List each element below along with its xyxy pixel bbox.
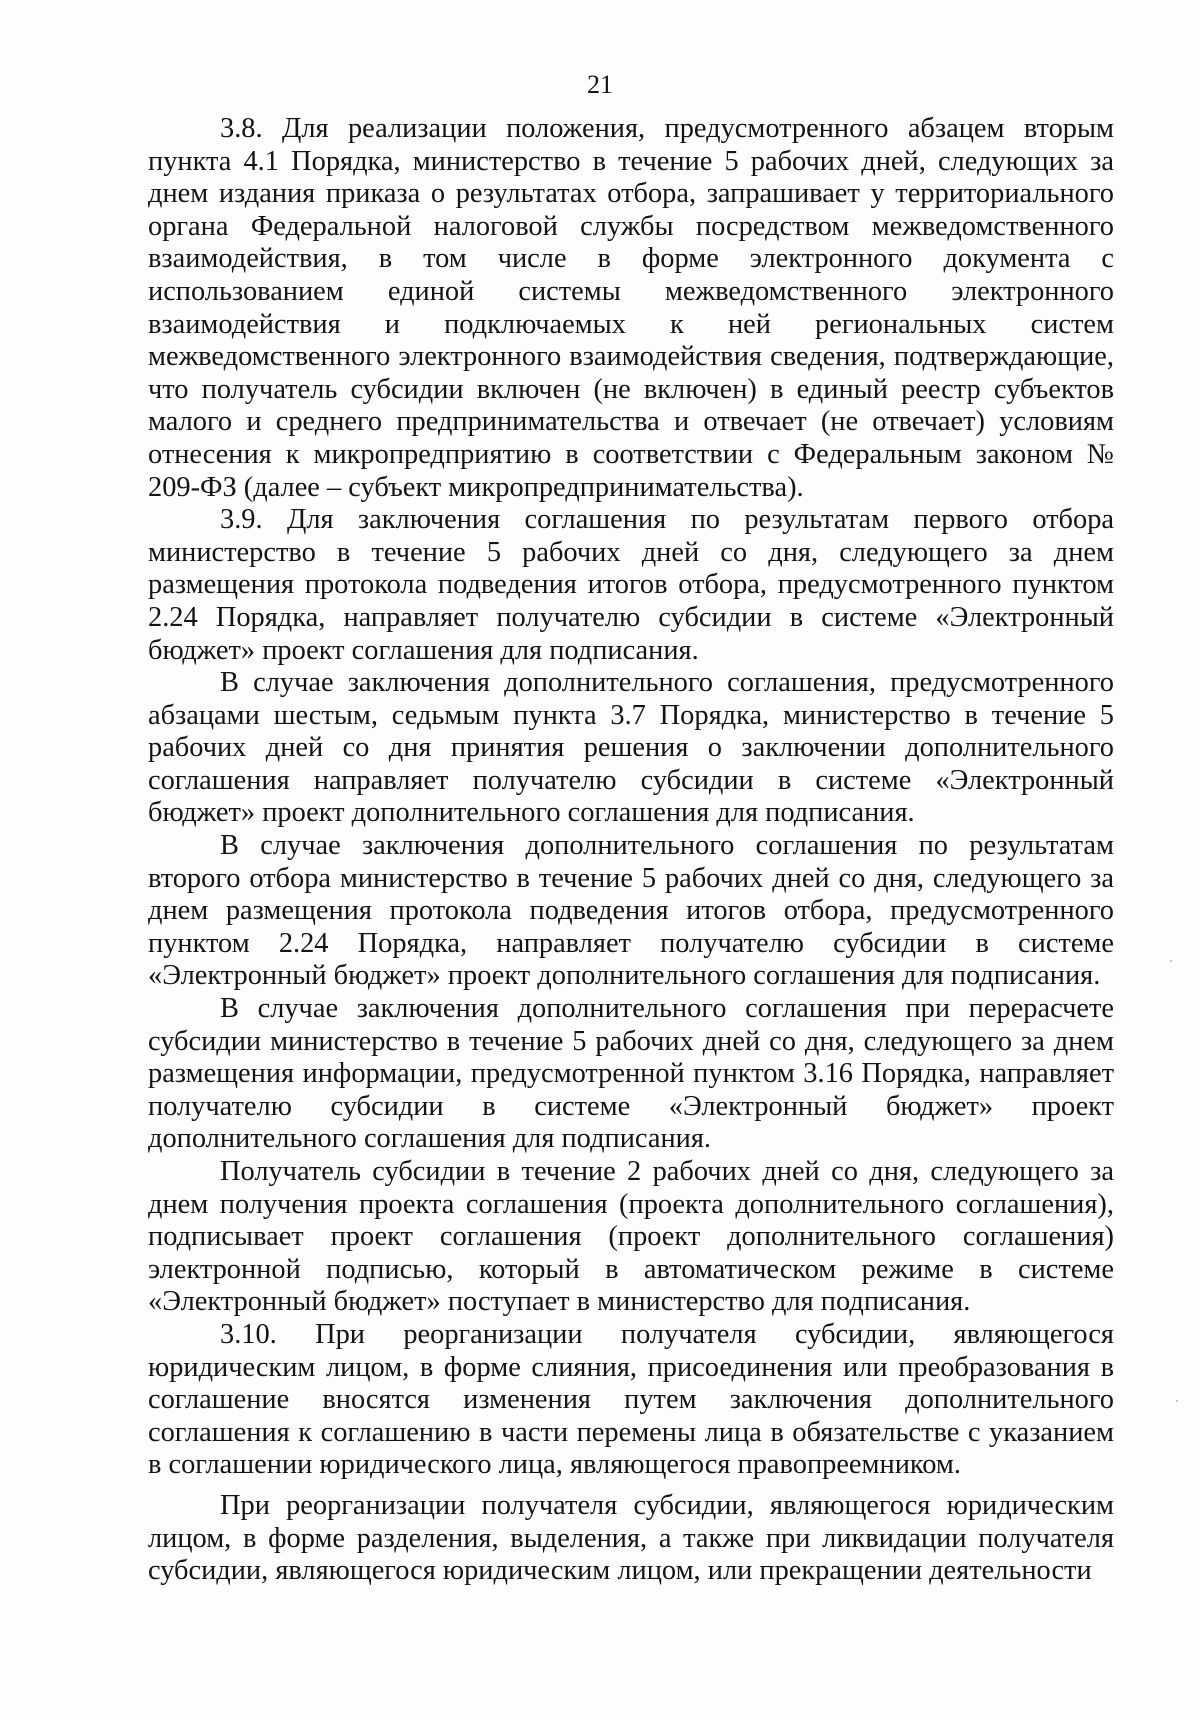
paragraph-recipient-signing: Получатель субсидии в течение 2 рабочих дней со дня, следующего за днем получения проекта соглашения (проекта дополнительного соглашения), подписывает проект соглашения (проект дополнительного соглашения) электронной подписью, который в автоматическом режиме в системе «Электронный бюджет» поступает в министерство для подписания. bbox=[148, 1156, 1114, 1318]
paragraph-additional-agreement-recalculation: В случае заключения дополнительного соглашения при перерасчете субсидии министерство в течение 5 рабочих дней со дня, следующего за днем размещения информации, предусмотренной пунктом 3.16 Порядка, направляет получателю субсидии в системе «Электронный бюджет» проект дополнительного соглашения для подписания. bbox=[148, 993, 1114, 1155]
paragraph-additional-agreement-second-selection: В случае заключения дополнительного соглашения по результатам второго отбора министерство в течение 5 рабочих дней со дня, следующего за днем размещения протокола подведения итогов отбора, предусмотренного пунктом 2.24 Порядка, направляет получателю субсидии в системе «Электронный бюджет» проект дополнительного соглашения для подписания. bbox=[148, 830, 1114, 992]
paragraph-additional-agreement-3-7: В случае заключения дополнительного соглашения, предусмотренного абзацами шестым, седьмым пункта 3.7 Порядка, министерство в течение 5 рабочих дней со дня принятия решения о заключении дополнительного соглашения направляет получателю субсидии в системе «Электронный бюджет» проект дополнительного соглашения для подписания. bbox=[148, 667, 1114, 829]
paragraph-reorganization-division: При реорганизации получателя субсидии, являющегося юридическим лицом, в форме разделения, выделения, а также при ликвидации получателя субсидии, являющегося юридическим лицом, или прекращении деятельности bbox=[148, 1489, 1114, 1587]
paragraph-3-9: 3.9. Для заключения соглашения по результатам первого отбора министерство в течение 5 рабочих дней со дня, следующего за днем размещения протокола подведения итогов отбора, предусмотренного пунктом 2.24 Порядка, направляет получателю субсидии в системе «Электронный бюджет» проект соглашения для подписания. bbox=[148, 504, 1114, 666]
scan-speck bbox=[1170, 960, 1172, 962]
paragraph-3-8: 3.8. Для реализации положения, предусмотренного абзацем вторым пункта 4.1 Порядка, министерство в течение 5 рабочих дней, следующих за днем издания приказа о результатах отбора, запрашивает у территориального органа Федеральной налоговой службы посредством межведомственного взаимодействия, в том числе в форме электронного документа с использованием единой системы межведомственного электронного взаимодействия и подключаемых к ней региональных систем межведомственного электронного взаимодействия сведения, подтверждающие, что получатель субсидии включен (не включен) в единый реестр субъектов малого и среднего предпринимательства и отвечает (не отвечает) условиям отнесения к микропредприятию в соответствии с Федеральным законом № 209-ФЗ (далее – субъект микропредпринимательства). bbox=[148, 113, 1114, 503]
document-body bbox=[148, 113, 1114, 1588]
page-number: 21 bbox=[587, 70, 613, 99]
paragraph-3-10: 3.10. При реорганизации получателя субсидии, являющегося юридическим лицом, в форме слияния, присоединения или преобразования в соглашение вносятся изменения путем заключения дополнительного соглашения к соглашению в части перемены лица в обязательстве с указанием в соглашении юридического лица, являющегося правопреемником. bbox=[148, 1318, 1114, 1481]
scan-speck bbox=[1176, 1400, 1178, 1402]
